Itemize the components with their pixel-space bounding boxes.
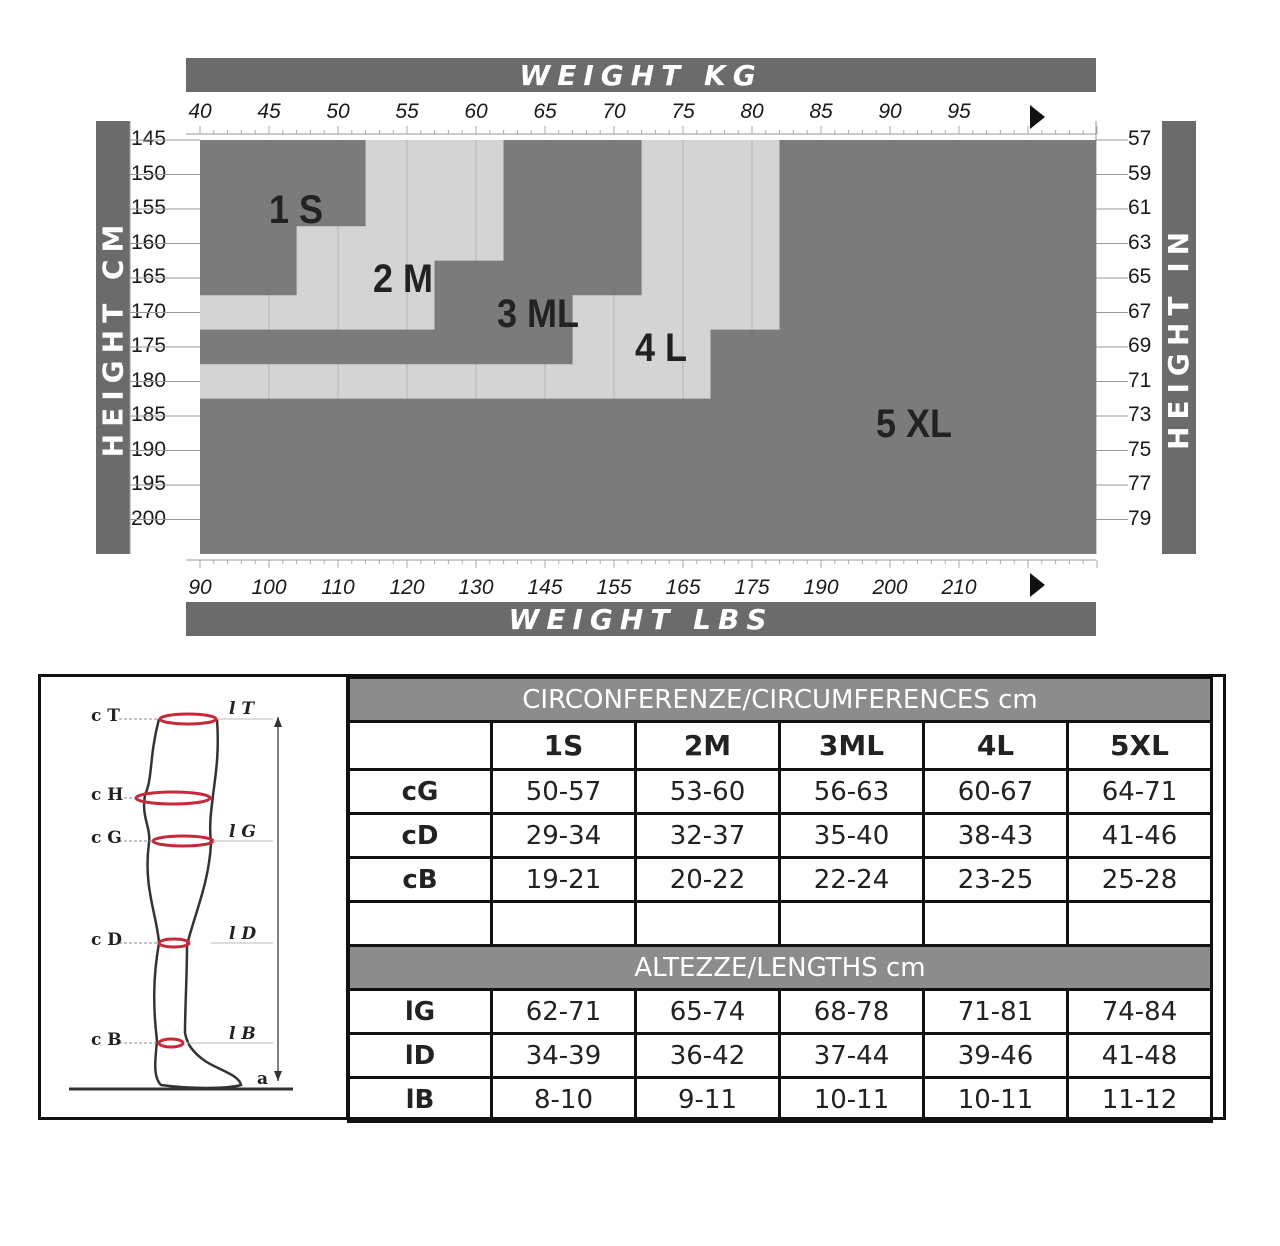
ring-ct — [160, 714, 216, 724]
lbs-tick-label: 210 — [941, 576, 977, 599]
leg-outline — [144, 719, 241, 1088]
kg-tick-label: 45 — [257, 100, 281, 123]
cm-tick-label: 195 — [131, 472, 167, 495]
kg-tick-label: 85 — [809, 100, 833, 123]
in-tick-label: 61 — [1128, 196, 1152, 219]
table-cell: 23-25 — [924, 858, 1068, 902]
circ-header-row — [349, 678, 1212, 722]
row-label: lG — [349, 990, 492, 1034]
leg-diagram-box — [41, 677, 349, 1117]
table-cell: 35-40 — [780, 814, 924, 858]
table-row — [349, 1034, 1212, 1078]
ring-cb — [159, 1039, 183, 1047]
label-ct: c T — [91, 706, 120, 726]
ring-cd — [159, 939, 189, 947]
cm-tick-label: 185 — [131, 403, 167, 426]
size-4l: 4L — [924, 722, 1068, 770]
table-cell: 8-10 — [492, 1078, 636, 1122]
kg-tick-label: 70 — [602, 100, 626, 123]
measurement-table — [347, 676, 1213, 1123]
kg-tick-label: 75 — [671, 100, 695, 123]
table-row — [349, 1078, 1212, 1122]
lbs-tick-label: 120 — [389, 576, 425, 599]
kg-arrow-icon — [1030, 105, 1045, 129]
table-cell: 22-24 — [780, 858, 924, 902]
label-cd: c D — [91, 930, 123, 950]
kg-tick-label: 65 — [533, 100, 557, 123]
lbs-tick-label: 110 — [321, 576, 355, 599]
table-cell: 37-44 — [780, 1034, 924, 1078]
table-cell: 41-46 — [1068, 814, 1212, 858]
in-tick-label: 63 — [1128, 230, 1152, 254]
table-row — [349, 990, 1212, 1034]
in-tick-label: 67 — [1128, 299, 1152, 323]
table-cell: 68-78 — [780, 990, 924, 1034]
in-tick-label: 71 — [1128, 368, 1152, 392]
row-label: cD — [349, 814, 492, 858]
size-2m: 2M — [636, 722, 780, 770]
size-label: 1 S — [269, 188, 324, 233]
measure-arrow-top — [274, 717, 282, 727]
in-tick-label: 73 — [1128, 403, 1152, 426]
table-cell: 29-34 — [492, 814, 636, 858]
size-chart-plot — [200, 140, 1096, 554]
size-3ml: 3ML — [780, 722, 924, 770]
label-cg: c G — [91, 828, 122, 848]
lbs-tick-label: 130 — [458, 576, 494, 599]
table-row — [349, 770, 1212, 814]
label-ld: l D — [229, 924, 257, 944]
cm-tick-label: 175 — [131, 334, 167, 357]
table-cell: 53-60 — [636, 770, 780, 814]
table-cell: 19-21 — [492, 858, 636, 902]
empty-row — [349, 902, 1212, 946]
in-tick-label: 75 — [1128, 437, 1152, 461]
size-label: 3 ML — [496, 291, 579, 336]
kg-tick-label: 40 — [188, 100, 212, 123]
table-cell: 36-42 — [636, 1034, 780, 1078]
table-cell: 32-37 — [636, 814, 780, 858]
table-cell: 9-11 — [636, 1078, 780, 1122]
in-tick-label: 69 — [1128, 334, 1152, 357]
size-corner-cell — [349, 722, 492, 770]
size-header-row — [349, 722, 1212, 770]
height-in-band — [1162, 121, 1196, 554]
table-cell: 64-71 — [1068, 770, 1212, 814]
lbs-tick-label: 90 — [188, 576, 212, 599]
table-cell: 38-43 — [924, 814, 1068, 858]
height-cm-band — [96, 121, 130, 554]
cm-tick-label: 155 — [131, 196, 167, 219]
table-cell: 34-39 — [492, 1034, 636, 1078]
kg-tick-label: 60 — [464, 100, 488, 123]
table-cell: 10-11 — [924, 1078, 1068, 1122]
lbs-arrow-icon — [1030, 573, 1045, 597]
lbs-tick-label: 190 — [803, 576, 839, 599]
ring-cg — [153, 836, 213, 846]
row-label: cB — [349, 858, 492, 902]
ring-ch — [136, 792, 210, 804]
leg-diagram — [41, 677, 346, 1117]
in-tick-label: 57 — [1128, 127, 1152, 150]
cm-tick-label: 145 — [131, 127, 167, 150]
table-cell: 74-84 — [1068, 990, 1212, 1034]
size-label: 2 M — [372, 257, 433, 302]
lbs-tick-label: 100 — [251, 576, 287, 599]
cm-tick-label: 180 — [131, 368, 167, 392]
cm-tick-label: 190 — [131, 437, 167, 461]
in-tick-label: 59 — [1128, 161, 1152, 185]
lbs-tick-label: 175 — [734, 576, 770, 599]
size-1s: 1S — [492, 722, 636, 770]
table-cell: 41-48 — [1068, 1034, 1212, 1078]
lbs-tick-label: 155 — [596, 576, 632, 599]
measure-arrow-bottom — [274, 1071, 282, 1081]
row-label: cG — [349, 770, 492, 814]
circ-header: CIRCONFERENZE/CIRCUMFERENCES cm — [349, 678, 1212, 722]
kg-tick-label: 95 — [947, 100, 971, 123]
kg-tick-label: 80 — [740, 100, 764, 123]
label-a: a — [257, 1069, 269, 1089]
row-label: lB — [349, 1078, 492, 1122]
table-cell: 50-57 — [492, 770, 636, 814]
label-lg: l G — [229, 822, 256, 842]
table-row — [349, 858, 1212, 902]
table-row — [349, 814, 1212, 858]
table-cell: 62-71 — [492, 990, 636, 1034]
label-lb: l B — [229, 1024, 256, 1044]
table-cell: 11-12 — [1068, 1078, 1212, 1122]
row-label: lD — [349, 1034, 492, 1078]
len-header-row — [349, 946, 1212, 990]
height-cm-title: HEIGHT CM — [96, 217, 130, 458]
cm-tick-label: 165 — [131, 265, 167, 288]
table-cell: 20-22 — [636, 858, 780, 902]
len-header: ALTEZZE/LENGTHS cm — [349, 946, 1212, 990]
table-cell: 56-63 — [780, 770, 924, 814]
size-5xl: 5XL — [1068, 722, 1212, 770]
cm-tick-label: 160 — [131, 230, 167, 254]
table-cell: 60-67 — [924, 770, 1068, 814]
label-ch: c H — [91, 785, 124, 805]
weight-lbs-title: WEIGHT LBS — [508, 602, 774, 636]
lbs-tick-label: 165 — [665, 576, 701, 599]
table-cell: 25-28 — [1068, 858, 1212, 902]
table-cell: 71-81 — [924, 990, 1068, 1034]
in-tick-label: 77 — [1128, 472, 1152, 495]
weight-kg-title: WEIGHT KG — [519, 58, 763, 92]
size-label: 4 L — [634, 326, 687, 371]
label-lt: l T — [229, 699, 255, 719]
lbs-tick-label: 200 — [872, 576, 908, 599]
height-in-title: HEIGHT IN — [1162, 224, 1196, 451]
in-tick-label: 65 — [1128, 265, 1152, 288]
label-cb: c B — [91, 1030, 122, 1050]
in-tick-label: 79 — [1128, 506, 1152, 530]
table-cell: 39-46 — [924, 1034, 1068, 1078]
cm-tick-label: 170 — [131, 299, 167, 323]
cm-tick-label: 150 — [131, 161, 167, 185]
kg-tick-label: 90 — [878, 100, 902, 123]
lbs-tick-label: 145 — [527, 576, 563, 599]
table-cell: 65-74 — [636, 990, 780, 1034]
weight-kg-band — [186, 58, 1096, 92]
size-label: 5 XL — [876, 402, 953, 447]
weight-lbs-band — [186, 602, 1096, 636]
kg-tick-label: 50 — [326, 100, 350, 123]
cm-tick-label: 200 — [131, 506, 167, 530]
table-cell: 10-11 — [780, 1078, 924, 1122]
kg-tick-label: 55 — [395, 100, 419, 123]
